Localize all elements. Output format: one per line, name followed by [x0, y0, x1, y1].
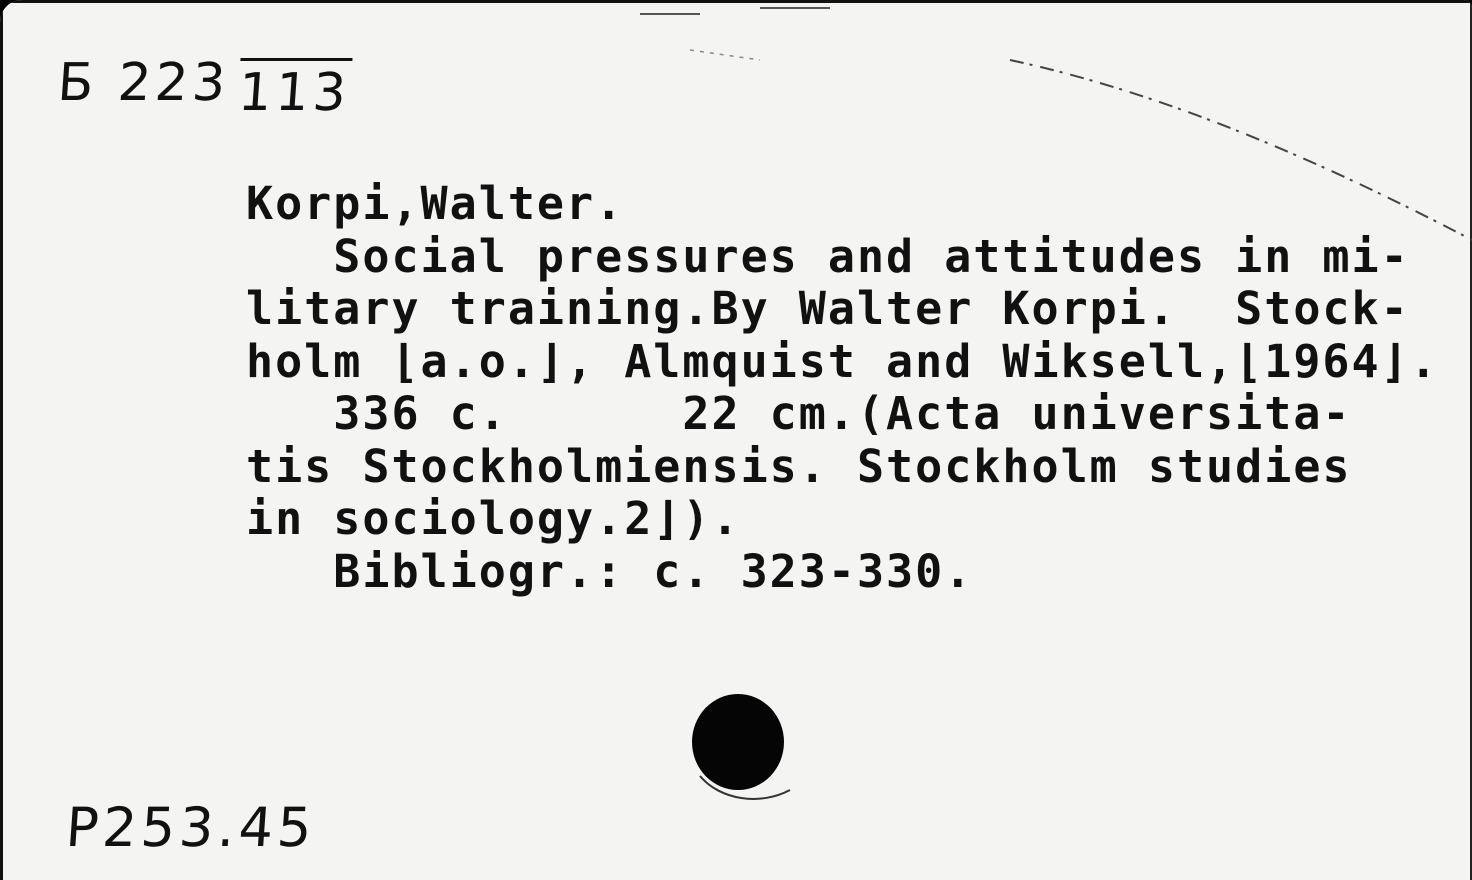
- entry-line-collation-2: tis Stockholmiensis. Stockholm studies: [246, 439, 1352, 493]
- card-left-edge: [0, 0, 3, 880]
- entry-line-title-2: litary training.By Walter Korpi. Stock-: [246, 282, 1410, 335]
- entry-line-author: Korpi,Walter.: [246, 177, 625, 230]
- entry-line-title-1: Social pressures and attitudes in mi-: [246, 229, 1410, 283]
- card-top-edge: [0, 0, 1472, 3]
- entry-line-collation-3: in sociology.2⌋).: [246, 492, 741, 545]
- call-number-top: [55, 48, 353, 123]
- call-number-bottom: P253.45: [63, 796, 318, 859]
- entry-line-bibliography: Bibliogr.: c. 323-330.: [246, 544, 974, 598]
- catalog-entry-text: [246, 178, 1456, 598]
- entry-line-imprint: holm ⌊a.o.⌋, Almquist and Wiksell,⌊1964⌋.: [246, 334, 1439, 388]
- card-punch-hole: [692, 694, 784, 790]
- entry-line-collation-1: 336 c. 22 cm.(Acta universita-: [246, 387, 1352, 440]
- call-number-top-main: Б 223: [55, 53, 232, 113]
- call-number-top-over: 113: [236, 58, 352, 123]
